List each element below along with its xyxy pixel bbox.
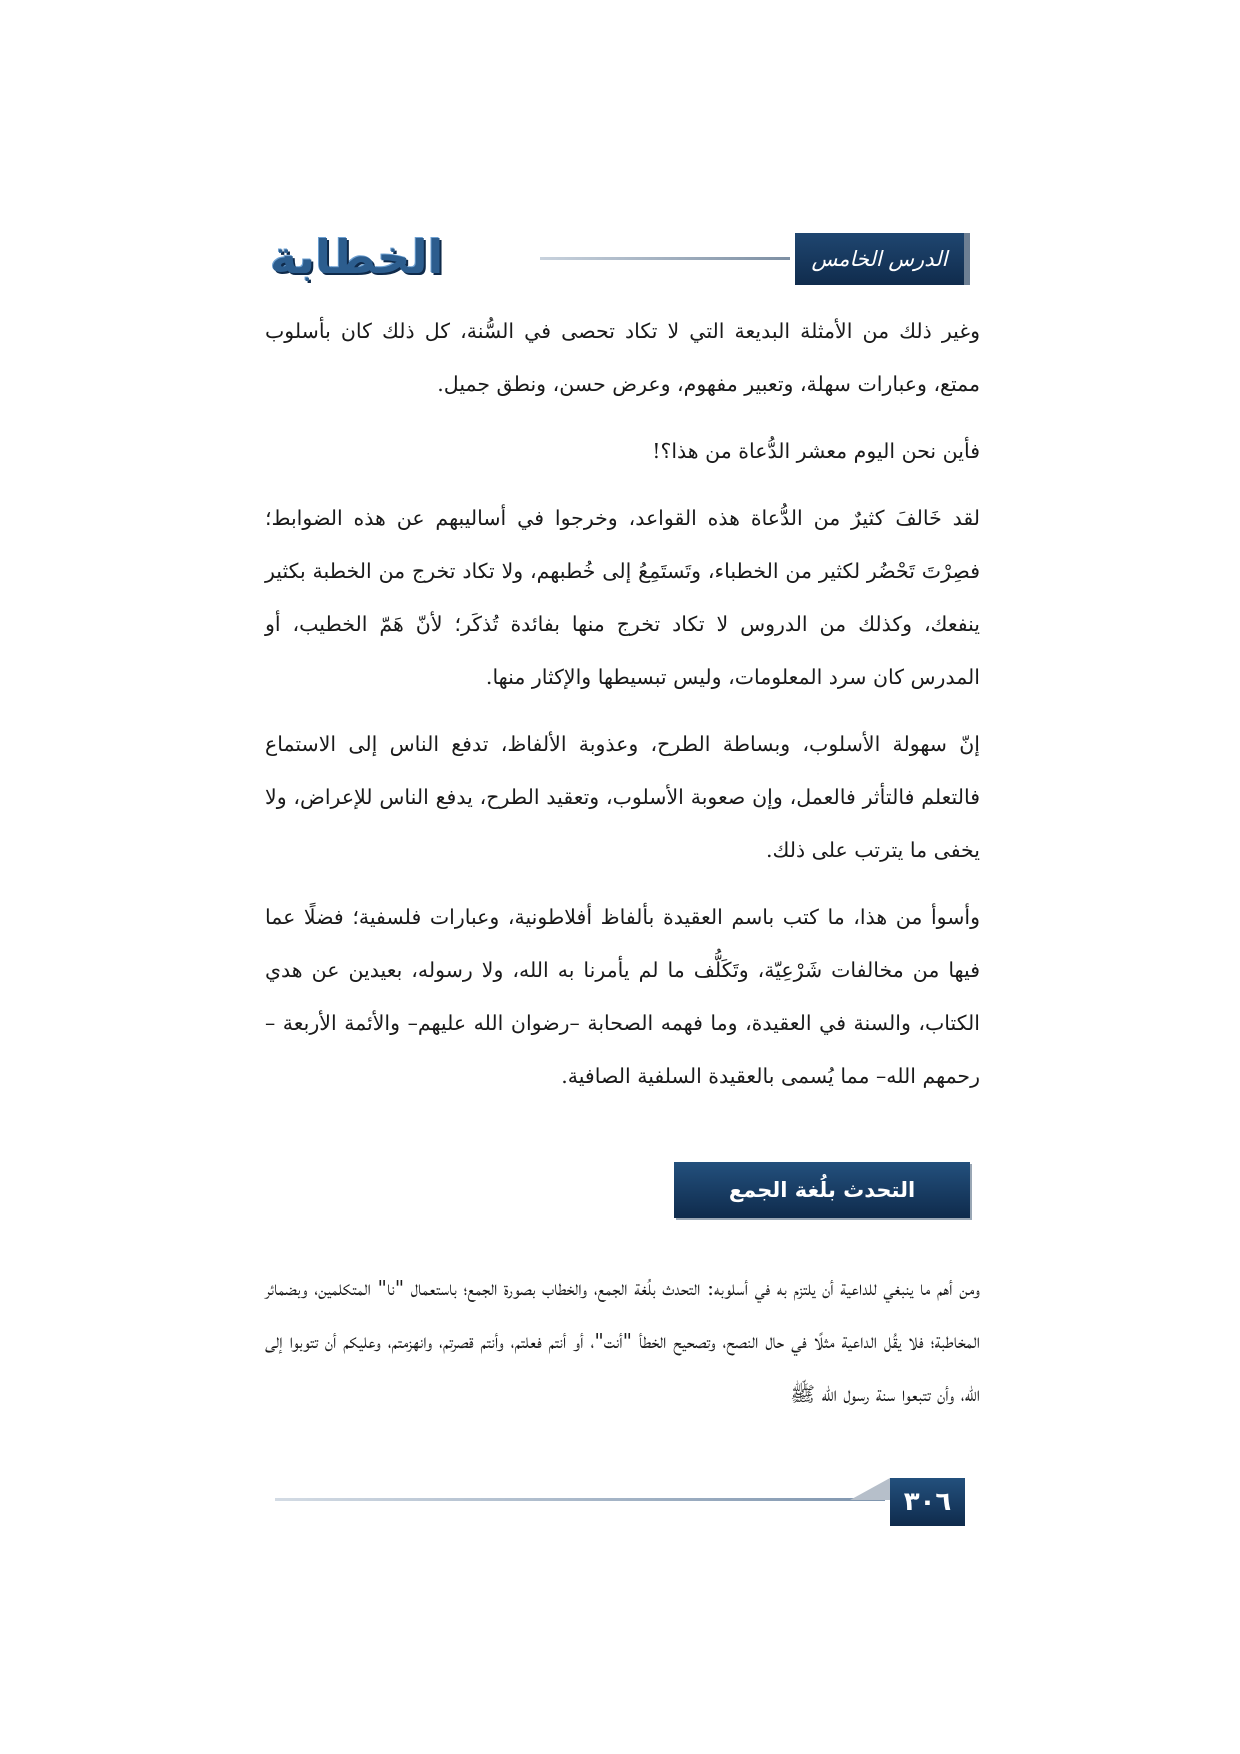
main-text <box>265 305 980 1117</box>
paragraph-1: وغير ذلك من الأمثلة البديعة التي لا تكاد تحصى في السُّنة، كل ذلك كان بأسلوب ممتع، وعبارات سهلة، وتعبير مفهوم، وعرض حسن، ونطق جميل. <box>265 319 980 396</box>
section-text <box>265 1262 980 1421</box>
footer-wedge <box>850 1478 890 1500</box>
section-heading-box <box>674 1162 970 1218</box>
paragraph-5: وأسوأ من هذا، ما كتب باسم العقيدة بألفاظ أفلاطونية، وعبارات فلسفية؛ فضلًا عما فيها من مخالفات شَرْعِيّة، وتَكَلُّف ما لم يأمرنا به الله، ولا رسوله، بعيدين عن هدي الكتاب، والسنة في العقيدة، وما فهمه الصحابة –رضوان الله عليهم– والأئمة الأربعة –رحمهم الله– مما يُسمى بالعقيدة السلفية الصافية. <box>265 905 980 1088</box>
section-paragraph: ومن أهم ما ينبغي للداعية أن يلتزم به في أسلوبه: التحدث بلُغة الجمع، والخطاب بصورة الجمع؛ باستعمال "نا" المتكلمين، وبضمائر المخاطبة؛ فلا يقُل الداعية مثلًا في حال النصح، وتصحيح الخطأ "أنت"، أو أنتم فعلتم، وأنتم قصرتم، وانهزمتم، وعليكم أن تتوبوا إلى الله، وأن تتبعوا سنة رسول الله ﷺ <box>265 1276 980 1406</box>
page-header <box>270 230 970 323</box>
footer-divider <box>275 1498 885 1501</box>
book-title: الخطابة <box>270 230 444 284</box>
section-heading: التحدث بلُغة الجمع <box>674 1162 970 1218</box>
paragraph-4: إنّ سهولة الأسلوب، وبساطة الطرح، وعذوبة الألفاظ، تدفع الناس إلى الاستماع فالتعلم فالتأثر فالعمل، وإن صعوبة الأسلوب، وتعقيد الطرح، يدفع الناس للإعراض، ولا يخفى ما يترتب على ذلك. <box>265 732 980 862</box>
page-number: ٣٠٦ <box>890 1478 965 1526</box>
header-divider <box>540 257 790 260</box>
paragraph-3: لقد خَالفَ كثيرٌ من الدُّعاة هذه القواعد، وخرجوا في أساليبهم عن هذه الضوابط؛ فصِرْتَ تَحْضُر لكثير من الخطباء، وتَستَمِعُ إلى خُطبهم، ولا تكاد تخرج من الخطبة بكثير ينفعك، وكذلك من الدروس لا تكاد تخرج منها بفائدة تُذكَر؛ لأنّ هَمّ الخطيب، أو المدرس كان سرد المعلومات، وليس تبسيطها والإكثار منها. <box>265 506 980 689</box>
paragraph-2: فأين نحن اليوم معشر الدُّعاة من هذا؟! <box>652 439 980 463</box>
lesson-badge: الدرس الخامس عشر <box>795 233 970 285</box>
